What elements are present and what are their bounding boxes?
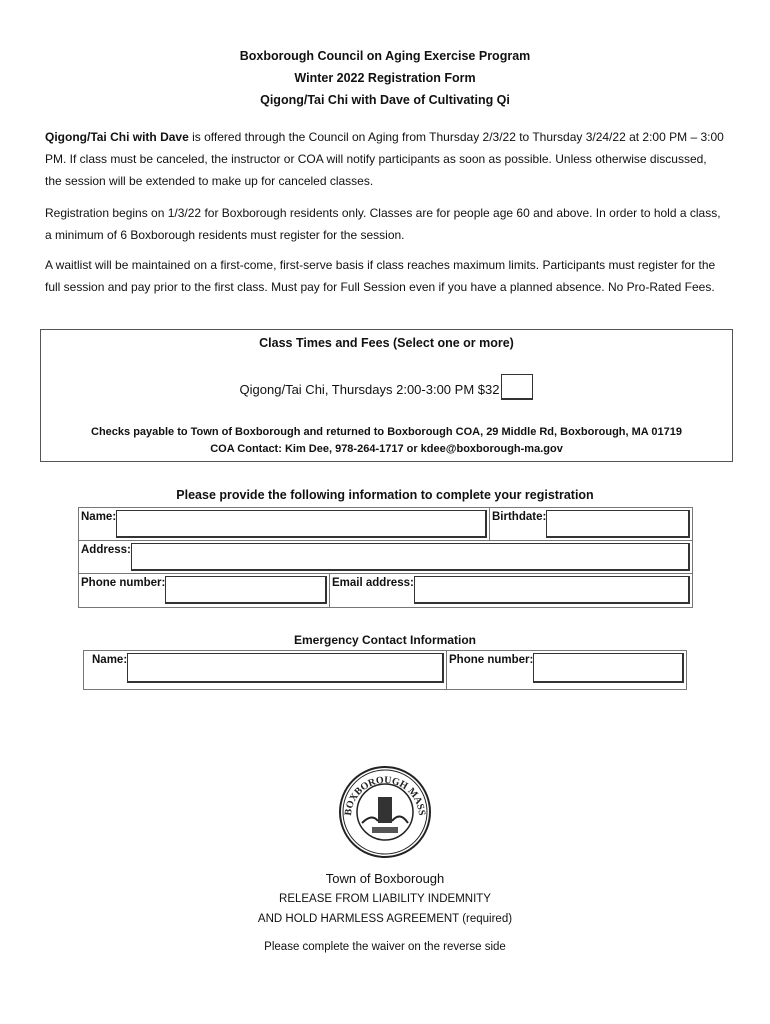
emergency-heading: Emergency Contact Information <box>293 633 477 647</box>
class-times-heading: Class Times and Fees (Select one or more) <box>259 336 514 350</box>
payable-info: Checks payable to Town of Boxborough and returned to Boxborough COA, 29 Middle Rd, Boxborough, MA 01719 <box>91 426 682 438</box>
emergency-table <box>83 650 687 690</box>
town-seal-icon <box>338 765 432 859</box>
email-input[interactable] <box>414 576 690 604</box>
name-label: Name: <box>81 511 117 523</box>
town-name: Town of Boxborough <box>325 871 445 886</box>
class-name: Qigong/Tai Chi with Dave <box>45 130 189 144</box>
emergency-row <box>84 651 686 689</box>
waitlist-paragraph: A waitlist will be maintained on a first-come, first-serve basis if class reaches maximum limits. Participants must register for the full session and pay prior to the first class. Must pay for Full Session even if you have a planned absence. No Pro-Rated Fees. <box>45 258 716 294</box>
emergency-name-input[interactable] <box>127 653 444 683</box>
emergency-phone-label: Phone number: <box>449 654 534 666</box>
address-input[interactable] <box>131 543 690 571</box>
registration-row-contact <box>79 574 692 607</box>
emergency-phone-input[interactable] <box>533 653 684 683</box>
birthdate-input[interactable] <box>546 510 690 538</box>
release-title-line2: AND HOLD HARMLESS AGREEMENT (required) <box>257 913 513 925</box>
class-times-box <box>40 329 733 462</box>
registration-row-address <box>79 541 692 574</box>
svg-text:BOXBOROUGH MASS: BOXBOROUGH MASS <box>342 774 428 817</box>
class-option-checkbox[interactable] <box>501 374 533 400</box>
form-title-line3: Qigong/Tai Chi with Dave of Cultivating Qi <box>260 93 510 107</box>
class-option-label: Qigong/Tai Chi, Thursdays 2:00-3:00 PM $32 <box>239 382 500 397</box>
phone-label: Phone number: <box>81 577 166 589</box>
intro-paragraph <box>45 126 725 192</box>
form-title-line2: Winter 2022 Registration Form <box>294 71 476 85</box>
coa-contact: COA Contact: Kim Dee, 978-264-1717 or kdee@boxborough-ma.gov <box>210 443 563 455</box>
emergency-name-label: Name: <box>92 654 128 666</box>
phone-input[interactable] <box>165 576 327 604</box>
registration-paragraph: Registration begins on 1/3/22 for Boxborough residents only. Classes are for people age 60 and above. In order to hold a class, a minimum of 6 Boxborough residents must register for the session. <box>45 206 721 242</box>
registration-heading: Please provide the following information to complete your registration <box>176 488 594 502</box>
name-input[interactable] <box>116 510 487 538</box>
email-label: Email address: <box>332 577 414 589</box>
address-label: Address: <box>81 544 131 556</box>
registration-row-name <box>79 508 692 541</box>
release-title-line1: RELEASE FROM LIABILITY INDEMNITY <box>279 893 491 905</box>
registration-table <box>78 507 693 608</box>
form-title-line1: Boxborough Council on Aging Exercise Program <box>239 49 531 63</box>
intro-text: is offered through the Council on Aging from Thursday 2/3/22 to Thursday 3/24/22 at 2:00 PM – 3:00 PM. If class must be canceled, the instructor or COA will notify participants as soon as possible. Unless otherwise discussed, the session will be extended to make up for canceled classes. <box>45 130 724 188</box>
waiver-note: Please complete the waiver on the reverse side <box>264 941 506 953</box>
birthdate-label: Birthdate: <box>492 511 547 523</box>
class-option <box>41 374 732 400</box>
